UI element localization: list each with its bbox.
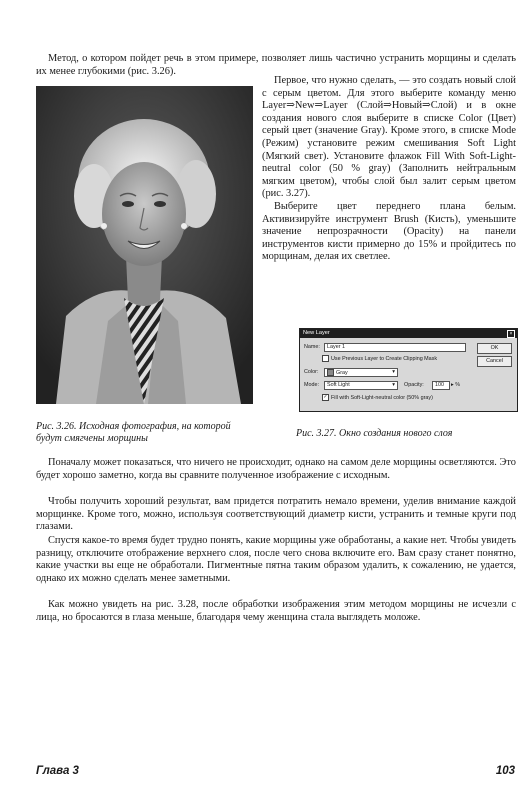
fill-label: Fill with Soft-Light-neutral color (50% gray)	[331, 395, 433, 401]
right-text-column	[262, 75, 516, 264]
page-number: 103	[495, 765, 515, 777]
close-icon[interactable]: ×	[507, 330, 515, 338]
intro-paragraph: Метод, о котором пойдет речь в этом примере, позволяет лишь частично устранить морщины и сделать их менее глубокими (рис. 3.26).	[36, 53, 516, 77]
color-row	[304, 368, 318, 377]
arrow-right-icon[interactable]: ▸	[451, 382, 454, 388]
chapter-label: Глава 3	[36, 765, 79, 777]
chevron-down-icon: ▾	[392, 369, 395, 375]
chevron-down-icon: ▾	[392, 382, 395, 388]
opacity-field[interactable]: 100	[432, 381, 450, 390]
color-label: Color:	[304, 369, 319, 375]
clipping-row	[322, 355, 437, 364]
body-paragraph: Поначалу может показаться, что ничего не происходит, однако на самом деле морщины осветляются. Это будет хорошо заметно, когда вы сравните полученное изображение с исходным.	[36, 457, 516, 481]
mode-select[interactable]	[324, 381, 398, 390]
clipping-checkbox[interactable]	[322, 355, 329, 362]
color-value: Gray	[336, 369, 348, 376]
dialog-title: New Layer	[303, 330, 330, 336]
figure-3-26-caption: Рис. 3.26. Исходная фотография, на которой будут смягчены морщины	[36, 421, 231, 444]
clipping-label: Use Previous Layer to Create Clipping Mask	[331, 356, 438, 362]
mode-row	[304, 381, 319, 390]
opacity-row	[404, 381, 424, 390]
opacity-label: Opacity:	[404, 382, 424, 388]
mode-label: Mode:	[304, 382, 319, 388]
brush-instructions: Выберите цвет переднего плана белым. Активизируйте инструмент Brush (Кисть), уменьшите значение непрозрачности (Opacity) на панели инструментов кисти примерно до 15% и пройдитесь по морщинам, делая их светлее.	[262, 200, 516, 263]
new-layer-dialog	[299, 328, 518, 412]
cancel-button[interactable]: Cancel	[477, 356, 512, 367]
body-paragraph: Как можно увидеть на рис. 3.28, после обработки изображения этим методом морщины не исчезли с лица, но бросаются в глаза меньше, благодаря чему женщина стала выглядеть моложе.	[36, 599, 516, 623]
portrait-illustration	[36, 86, 253, 404]
new-layer-instructions: Первое, что нужно сделать, — это создать новый слой с серым цветом. Для этого выберите команду меню Layer⇒New⇒Layer (Слой⇒Новый⇒Слой) и в окне создания нового слоя выберите в списке Color (Цвет) серый цвет (значение Gray). Кроме этого, в списке Mode (Режим) установите режим смешивания Soft Light (Мягкий свет). Установите флажок Fill With Soft-Light-neutral color (50 % gray) (Заполнить нейтральным мягким цветом), чтобы слой был залит серым цветом (рис. 3.27).	[262, 75, 516, 200]
name-field[interactable]: Layer 1	[324, 343, 466, 352]
name-label: Name:	[304, 344, 320, 350]
ok-button[interactable]: OK	[477, 343, 512, 354]
gray-swatch-icon	[327, 369, 334, 376]
fill-row	[322, 394, 433, 403]
dialog-titlebar	[300, 329, 517, 338]
color-select[interactable]	[324, 368, 398, 377]
opacity-stepper[interactable]	[451, 381, 460, 390]
fill-checkbox[interactable]: ✓	[323, 394, 328, 401]
body-paragraph: Чтобы получить хороший результат, вам придется потратить немало времени, уделив внимание каждой морщинке. Кроме того, можно, используя соответствующий диаметр кисти, устранить и темные круги под глазами.	[36, 496, 516, 533]
name-row	[304, 343, 320, 352]
body-paragraph: Спустя какое-то время будет трудно понять, какие морщины уже обработаны, а какие нет. Чтобы увидеть разницу, отключите отображение верхнего слоя, после чего снова включите его. Вам сразу станет понятно, какие участки вы еще не обработали. Пигментные пятна таким образом удалить, к сожалению, не удается, однако их можно сделать менее заметными.	[36, 535, 516, 584]
figure-3-27-caption: Рис. 3.27. Окно создания нового слоя	[296, 428, 453, 439]
mode-value: Soft Light	[327, 382, 350, 388]
opacity-unit: %	[455, 382, 461, 388]
portrait-photo	[36, 86, 253, 404]
